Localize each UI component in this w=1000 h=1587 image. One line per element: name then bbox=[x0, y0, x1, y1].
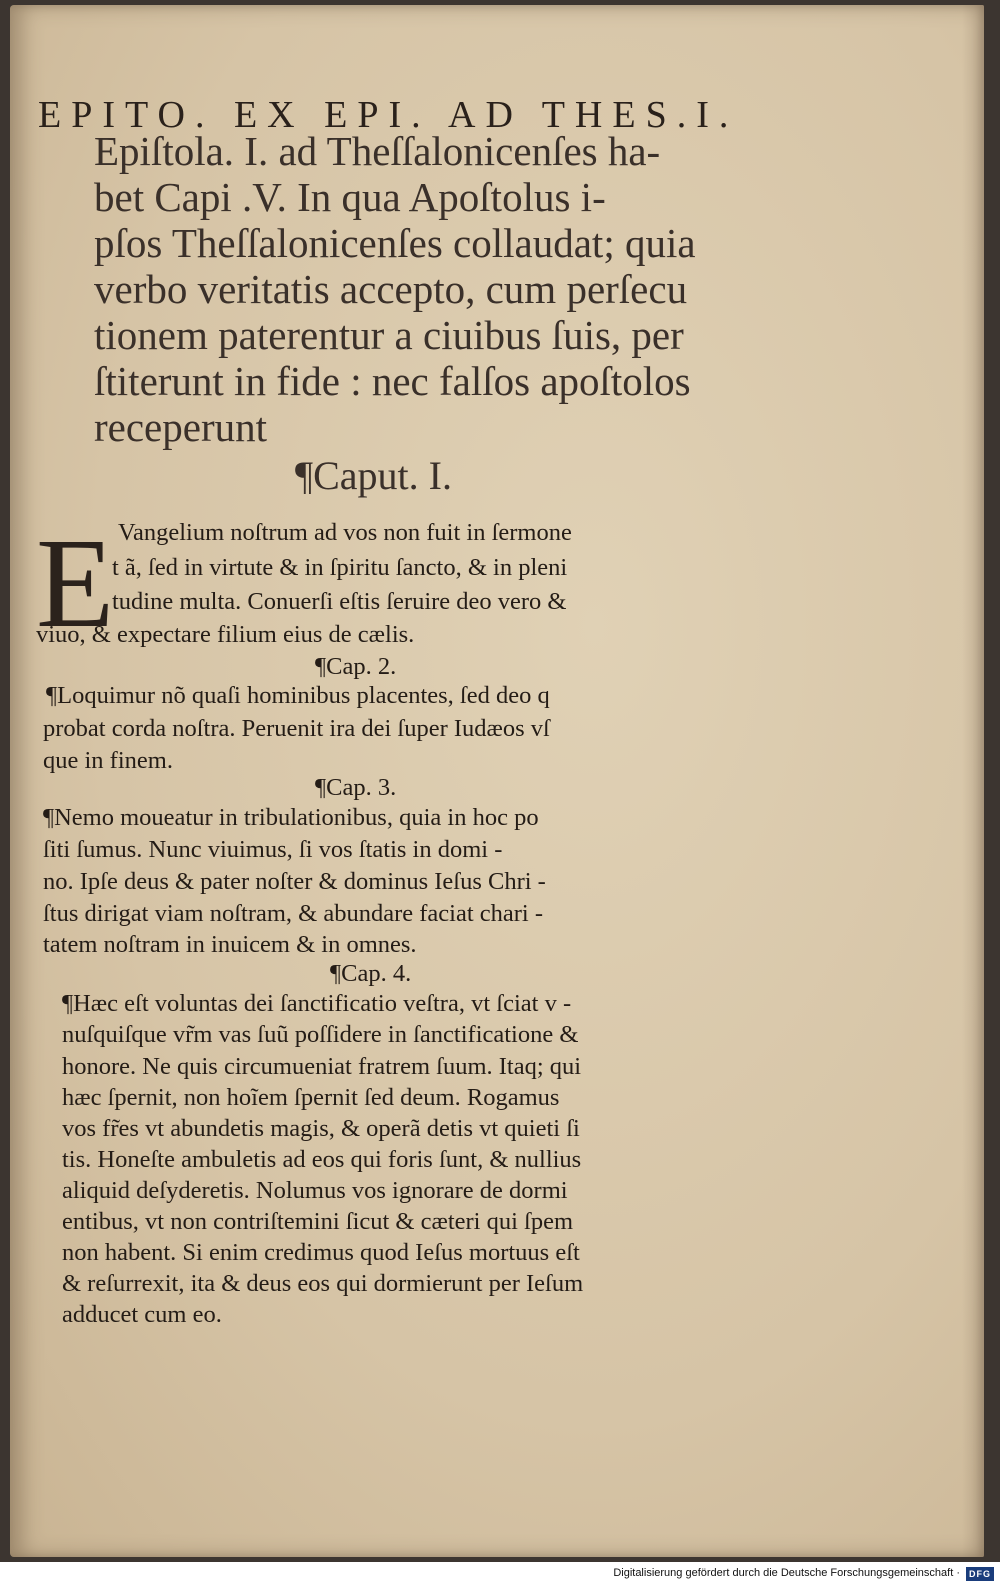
footer-bar bbox=[0, 1562, 1000, 1587]
intro-line: bet Capi .V. In qua Apoſtolus i- bbox=[94, 174, 606, 220]
page-edge-shading bbox=[962, 5, 984, 1557]
cap3-line: ſtus dirigat viam noſtram, & abundare faciat chari - bbox=[43, 900, 544, 927]
cap2-line: que in finem. bbox=[43, 747, 173, 774]
intro-line: tionem paterentur a ciuibus ſuis, per bbox=[94, 312, 684, 358]
chapter1-line: t ã, ſed in virtute & in ſpiritu ſancto, & in pleni bbox=[112, 554, 568, 581]
intro-line: verbo veritatis accepto, cum perſecu bbox=[94, 266, 688, 312]
cap3-line: tatem noſtram in inuicem & in omnes. bbox=[43, 931, 417, 958]
cap4-line: honore. Ne quis circumueniat fratrem ſuum. Itaq; qui bbox=[62, 1053, 582, 1080]
cap4-line: entibus, vt non contriſtemini ſicut & cæteri qui ſpem bbox=[62, 1208, 574, 1235]
cap3-heading: ¶Cap. 3. bbox=[315, 774, 397, 801]
cap4-line: tis. Honeſte ambuletis ad eos qui foris ſunt, & nullius bbox=[62, 1146, 582, 1173]
cap4-line: hæc ſpernit, non hoĩem ſpernit ſed deum. Rogamus bbox=[62, 1084, 560, 1111]
cap3-line: ſiti ſumus. Nunc viuimus, ſi vos ſtatis in domi - bbox=[43, 836, 503, 863]
cap4-heading: ¶Cap. 4. bbox=[330, 960, 412, 987]
cap2-heading: ¶Cap. 2. bbox=[315, 653, 397, 680]
cap3-line: no. Ipſe deus & pater noſter & dominus Ieſus Chri - bbox=[43, 868, 546, 895]
dfg-logo: DFG bbox=[966, 1567, 994, 1581]
running-header: EPITO. EX EPI. AD THES.I. bbox=[38, 94, 739, 136]
cap2-line: probat corda noſtra. Peruenit ira dei ſuper Iudæos vſ bbox=[43, 715, 550, 742]
intro-line: pſos Theſſalonicenſes collaudat; quia bbox=[94, 220, 696, 266]
drop-cap-initial: E bbox=[36, 512, 115, 654]
chapter1-line: tudine multa. Conuerſi eſtis ſeruire deo vero & bbox=[112, 588, 567, 615]
cap4-line: adducet cum eo. bbox=[62, 1301, 222, 1328]
cap4-line: & reſurrexit, ita & deus eos qui dormierunt per Ieſum bbox=[62, 1270, 584, 1297]
intro-line: ſtiterunt in fide : nec falſos apoſtolos bbox=[94, 358, 691, 404]
intro-line: receperunt bbox=[94, 404, 267, 450]
chapter1-line: viuo, & expectare filium eius de cælis. bbox=[36, 621, 415, 648]
book-page bbox=[10, 5, 984, 1557]
cap4-line: vos fr̃es vt abundetis magis, & operã detis vt quieti ſi bbox=[62, 1115, 580, 1142]
intro-line: Epiſtola. I. ad Theſſalonicenſes ha- bbox=[94, 128, 661, 174]
cap3-line: ¶Nemo moueatur in tribulationibus, quia in hoc po bbox=[43, 804, 539, 831]
funding-credit: Digitalisierung gefördert durch die Deutsche Forschungsgemeinschaft · bbox=[613, 1567, 960, 1579]
cap4-line: ¶Hæc eſt voluntas dei ſanctificatio veſtra, vt ſciat v - bbox=[62, 990, 572, 1017]
chapter1-line: Vangelium noſtrum ad vos non fuit in ſermone bbox=[118, 519, 572, 546]
cap4-line: nuſquiſque vr̃m vas ſuũ poſſidere in ſanctificatione & bbox=[62, 1021, 579, 1048]
cap2-line: ¶Loquimur nõ quaſi hominibus placentes, ſed deo q bbox=[46, 682, 550, 709]
cap4-line: non habent. Si enim credimus quod Ieſus mortuus eſt bbox=[62, 1239, 580, 1266]
cap4-line: aliquid deſyderetis. Nolumus vos ignorare de dormi bbox=[62, 1177, 568, 1204]
chapter-heading: ¶Caput. I. bbox=[295, 453, 452, 498]
